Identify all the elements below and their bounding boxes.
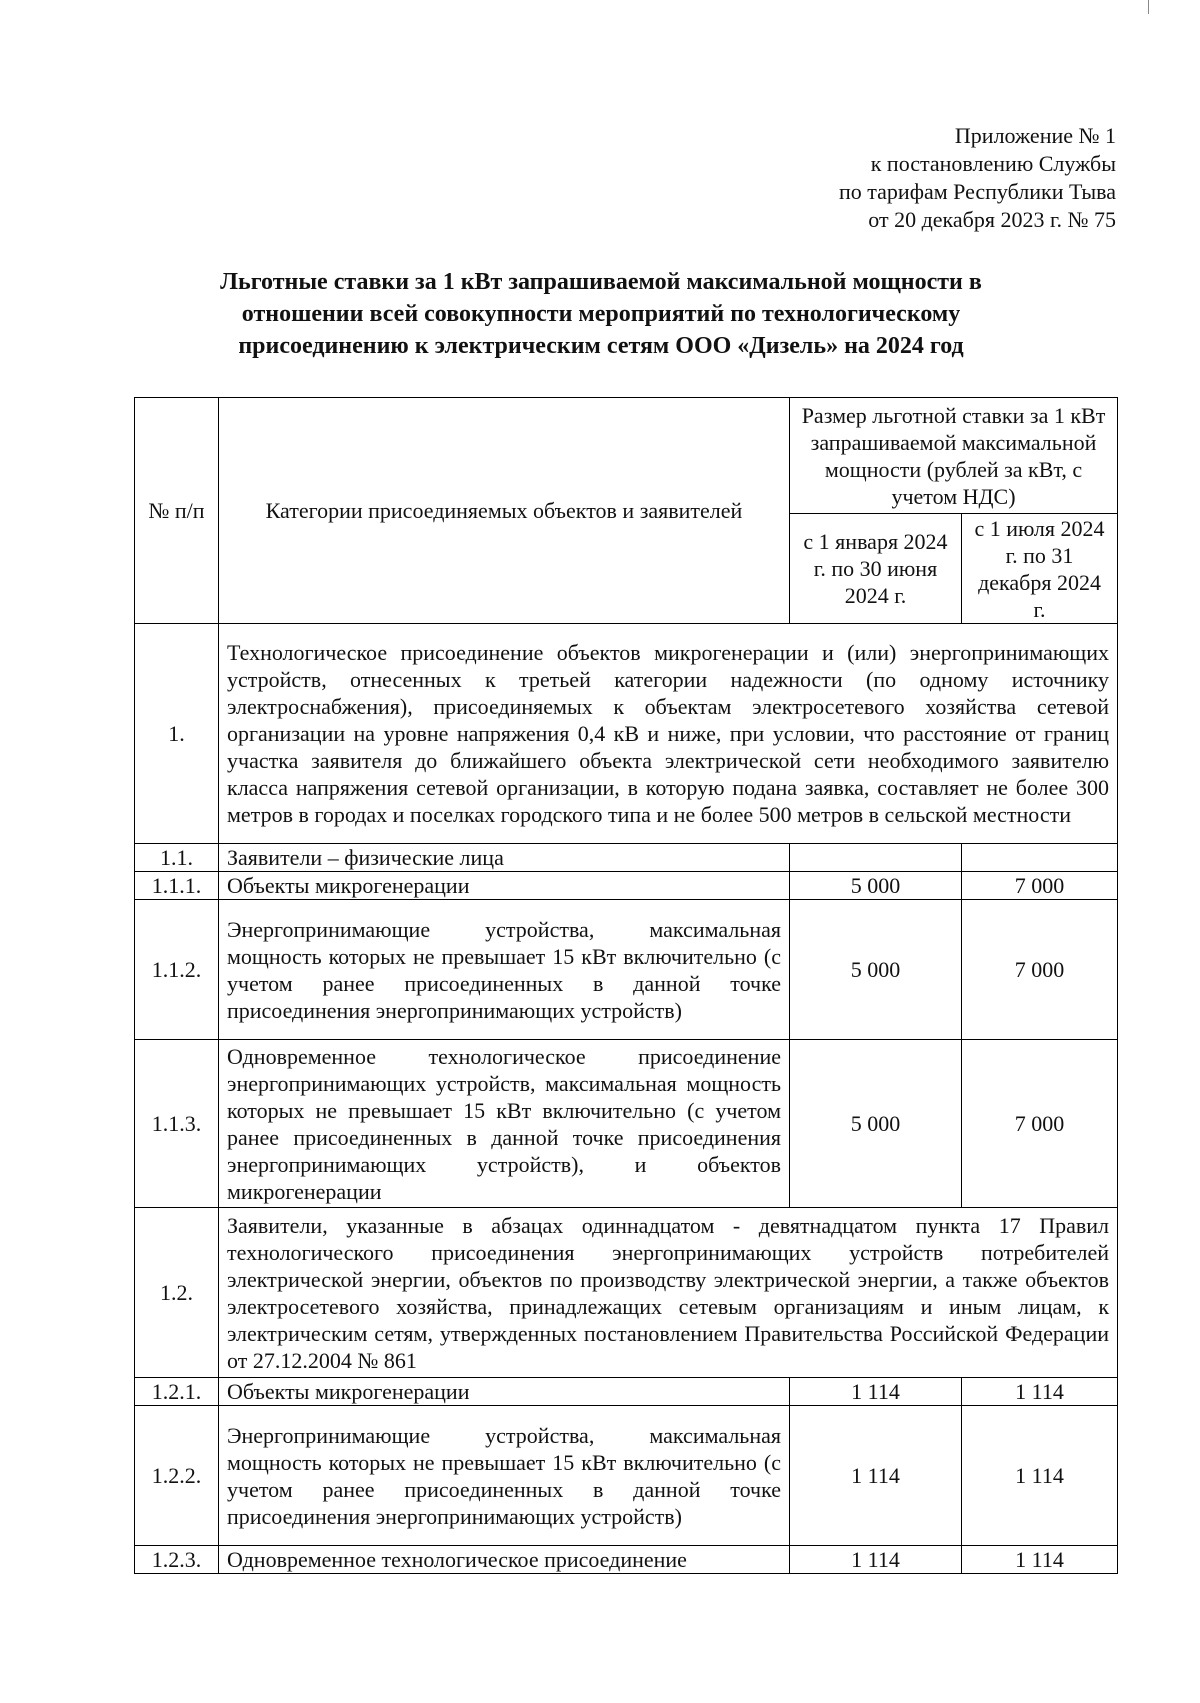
table-row: [135, 1546, 1118, 1574]
row-value-period-2: 7 000: [962, 900, 1118, 1040]
table-row: [135, 844, 1118, 872]
title-line-2: отношении всей совокупности мероприятий по технологическому: [241, 301, 961, 327]
row-number: 1.2.: [135, 1208, 219, 1378]
row-value-period-1: 1 114: [790, 1546, 962, 1574]
row-value-period-1: 1 114: [790, 1406, 962, 1546]
row-number: 1.: [135, 624, 219, 844]
scan-edge-mark: [1148, 0, 1149, 14]
row-value-period-2: 1 114: [962, 1406, 1118, 1546]
table-row: [135, 1378, 1118, 1406]
row-text: Объекты микрогенерации: [219, 872, 790, 900]
row-number: 1.2.2.: [135, 1406, 219, 1546]
row-value-period-1: 1 114: [790, 1378, 962, 1406]
row-value-period-2: 7 000: [962, 1040, 1118, 1208]
table-row: [135, 1040, 1118, 1208]
header-category: Категории присоединяемых объектов и заявителей: [219, 398, 790, 624]
appendix-line-1: Приложение № 1: [954, 123, 1116, 148]
table-row: [135, 900, 1118, 1040]
appendix-line-3: по тарифам Республики Тыва: [839, 179, 1116, 204]
row-text: Энергопринимающие устройства, максимальная мощность которых не превышает 15 кВт включительно (с учетом ранее присоединенных в данной точке присоединения энергопринимающих устройств): [219, 1406, 790, 1546]
header-rate: Размер льготной ставки за 1 кВт запрашиваемой максимальной мощности (рублей за кВт, с учетом НДС): [790, 398, 1118, 514]
document-title: [120, 266, 1082, 362]
row-text: Заявители, указанные в абзацах одиннадцатом - девятнадцатом пункта 17 Правил технологического присоединения энергопринимающих устройств потребителей электрической энергии, объектов по производству электрической энергии, а также объектов электросетевого хозяйства, принадлежащих сетевым организациям и иным лицам, к электрическим сетям, утвержденных постановлением Правительства Российской Федерации от 27.12.2004 № 861: [219, 1208, 1118, 1378]
row-number: 1.2.3.: [135, 1546, 219, 1574]
title-line-3: присоединению к электрическим сетям ООО «Дизель» на 2024 год: [238, 333, 964, 359]
row-value-period-2: 1 114: [962, 1546, 1118, 1574]
row-text: Объекты микрогенерации: [219, 1378, 790, 1406]
row-text: Энергопринимающие устройства, максимальная мощность которых не превышает 15 кВт включительно (с учетом ранее присоединенных в данной точке присоединения энергопринимающих устройств): [219, 900, 790, 1040]
row-number: 1.1.2.: [135, 900, 219, 1040]
table-row: [135, 1208, 1118, 1378]
row-value-period-1: [790, 844, 962, 872]
row-number: 1.1.1.: [135, 872, 219, 900]
row-text: Одновременное технологическое присоединение энергопринимающих устройств, максимальная мощность которых не превышает 15 кВт включительно (с учетом ранее присоединенных в данной точке присоединения энергопринимающих устройств), и объектов микрогенерации: [219, 1040, 790, 1208]
header-period-1: с 1 января 2024 г. по 30 июня 2024 г.: [790, 514, 962, 624]
row-number: 1.2.1.: [135, 1378, 219, 1406]
table-row: [135, 872, 1118, 900]
table-row: [135, 624, 1118, 844]
row-text: Технологическое присоединение объектов микрогенерации и (или) энергопринимающих устройств, отнесенных к третьей категории надежности (по одному источнику электроснабжения), присоединяемых к объектам электросетевого хозяйства сетевой организации на уровне напряжения 0,4 кВ и ниже, при условии, что расстояние от границ участка заявителя до ближайшего объекта электрической сети необходимого заявителю класса напряжения сетевой организации, в которую подана заявка, составляет не более 300 метров в городах и поселках городского типа и не более 500 метров в сельской местности: [219, 624, 1118, 844]
table-row: [135, 1406, 1118, 1546]
rates-table: [134, 397, 1118, 1574]
appendix-line-4: от 20 декабря 2023 г. № 75: [868, 207, 1116, 232]
row-value-period-1: 5 000: [790, 872, 962, 900]
row-text: Заявители – физические лица: [219, 844, 790, 872]
appendix-reference: [839, 122, 1116, 234]
table-header-row: [135, 398, 1118, 514]
row-value-period-2: 7 000: [962, 872, 1118, 900]
row-value-period-1: 5 000: [790, 900, 962, 1040]
header-number: № п/п: [135, 398, 219, 624]
row-value-period-2: [962, 844, 1118, 872]
row-text: Одновременное технологическое присоединение: [219, 1546, 790, 1574]
row-number: 1.1.3.: [135, 1040, 219, 1208]
title-line-1: Льготные ставки за 1 кВт запрашиваемой максимальной мощности в: [220, 269, 982, 295]
row-value-period-1: 5 000: [790, 1040, 962, 1208]
header-period-2: с 1 июля 2024 г. по 31 декабря 2024 г.: [962, 514, 1118, 624]
row-number: 1.1.: [135, 844, 219, 872]
appendix-line-2: к постановлению Службы: [870, 151, 1116, 176]
row-value-period-2: 1 114: [962, 1378, 1118, 1406]
